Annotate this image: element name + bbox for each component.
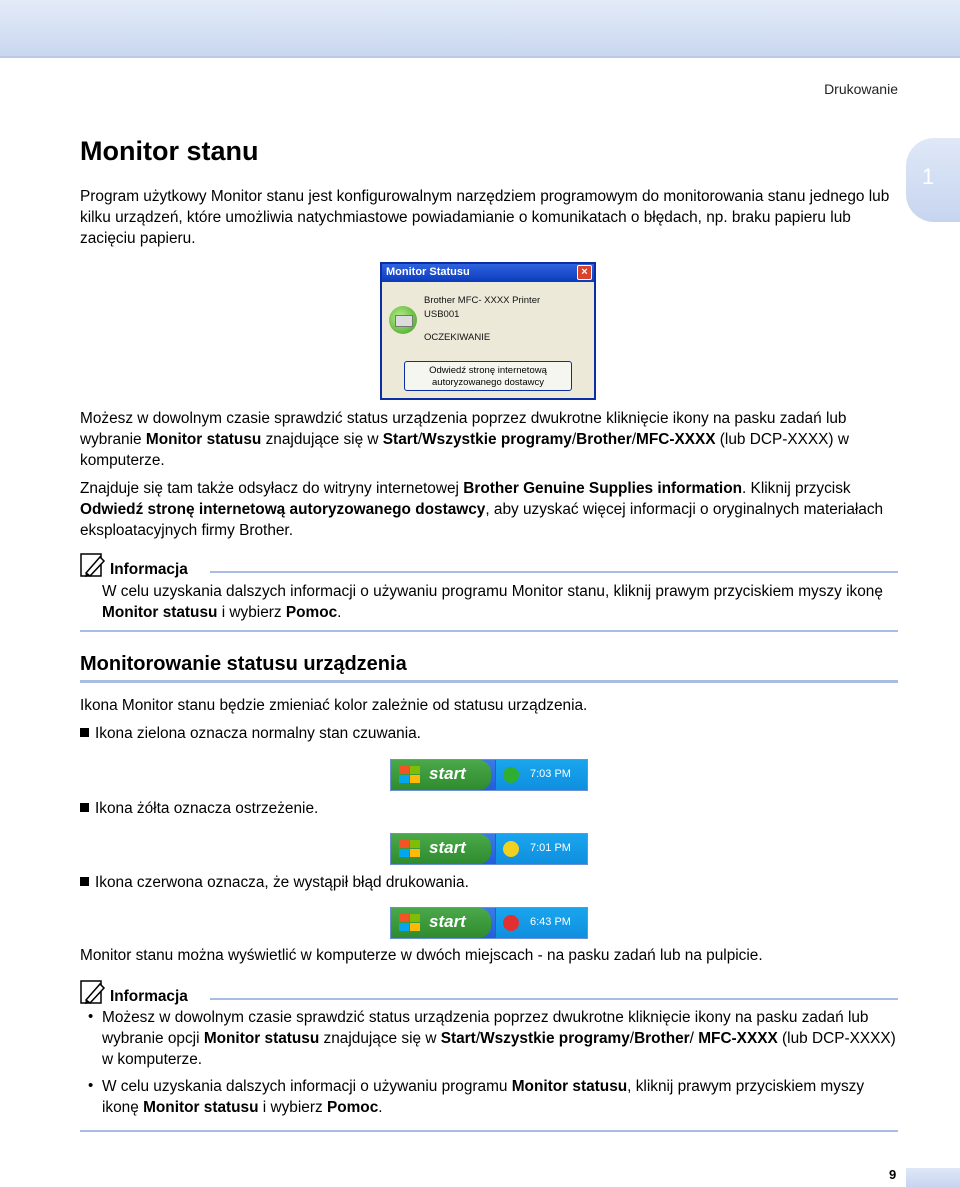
start-label: start <box>429 764 466 783</box>
top-header-band <box>0 0 960 58</box>
intro-paragraph: Program użytkowy Monitor stanu jest konfigurowalnym narzędziem programowym do monitorowania stanu jednego lub kilku urządzeń, które umożliwia natychmiastowe powiadamianie o komunikatach o błędach, np. braku papieru lub zacięciu papieru. <box>80 188 890 247</box>
status-monitor-red-icon[interactable] <box>503 915 519 931</box>
visit-dealer-button[interactable] <box>404 361 572 391</box>
taskbar-red <box>390 907 588 939</box>
chapter-number: 1 <box>922 164 935 189</box>
running-header: Drukowanie <box>824 81 898 97</box>
system-tray <box>495 760 587 790</box>
page-number: 9 <box>889 1167 897 1182</box>
start-label: start <box>429 912 466 931</box>
bullet-square <box>80 728 89 737</box>
close-icon[interactable]: × <box>577 265 592 280</box>
pencil-note-icon <box>80 980 106 1006</box>
windows-flag-icon <box>399 840 421 858</box>
visit-dealer-line1: Odwiedź stronę internetową <box>429 365 547 376</box>
paragraph-check-status: Możesz w dowolnym czasie sprawdzić status urządzenia poprzez dwukrotne kliknięcie ikony na pasku zadań lub wybranie Monitor statusu znajdujące się w Start/Wszystkie programy/Brother/MFC-XXXX (lub DCP-XXXX) w komputerze. <box>80 410 849 469</box>
section-title-rule <box>80 680 898 683</box>
note-rule <box>210 998 898 1000</box>
paragraph-supplies-link: Znajduje się tam także odsyłacz do witryny internetowej Brother Genuine Supplies information. Kliknij przycisk Odwiedź stronę internetową autoryzowanego dostawcy, aby uzyskać więcej informacji o oryginalnych materiałach eksploatacyjnych firmy Brother. <box>80 480 884 539</box>
page-title: Monitor stanu <box>80 136 259 166</box>
status-monitor-yellow-icon[interactable] <box>503 841 519 857</box>
system-tray <box>495 908 587 938</box>
visit-dealer-line2: autoryzowanego dostawcy <box>432 377 544 388</box>
note2-bullet1: Możesz w dowolnym czasie sprawdzić status urządzenia poprzez dwukrotne kliknięcie ikony na pasku zadań lub wybranie opcji Monitor statusu znajdujące się w Start/Wszystkie programy/Brother/ MFC-XXXX (lub DCP-XXXX) w komputerze. <box>102 1009 896 1068</box>
start-button[interactable] <box>391 834 491 864</box>
bullet-square <box>80 877 89 886</box>
dialog-status: OCZEKIWANIE <box>424 332 491 343</box>
status-monitor-green-icon[interactable] <box>503 767 519 783</box>
pencil-note-icon <box>80 553 106 579</box>
taskbar-yellow <box>390 833 588 865</box>
section-outro: Monitor stanu można wyświetlić w komputerze w dwóch miejscach - na pasku zadań lub na pulpicie. <box>80 947 763 964</box>
note2-bullet2: W celu uzyskania dalszych informacji o używaniu programu Monitor statusu, kliknij prawym przyciskiem myszy ikonę Monitor statusu i wybierz Pomoc. <box>102 1078 865 1116</box>
note-label: Informacja <box>110 988 188 1005</box>
dialog-titlebar <box>382 264 594 282</box>
dialog-printer-name: Brother MFC- XXXX Printer <box>424 295 541 306</box>
chapter-tab <box>906 138 960 222</box>
start-button[interactable] <box>391 908 491 938</box>
section-intro: Ikona Monitor stanu będzie zmieniać kolor zależnie od statusu urządzenia. <box>80 697 588 714</box>
bullet-square <box>80 803 89 812</box>
note2-bottom-rule <box>80 1130 898 1132</box>
note-label: Informacja <box>110 561 188 578</box>
status-item-green: Ikona zielona oznacza normalny stan czuwania. <box>80 723 900 744</box>
status-item-yellow: Ikona żółta oznacza ostrzeżenie. <box>80 798 900 819</box>
status-monitor-dialog <box>380 262 596 400</box>
note1-text: W celu uzyskania dalszych informacji o używaniu programu Monitor stanu, kliknij prawym przyciskiem myszy ikonę Monitor statusu i wybierz Pomoc. <box>102 583 883 621</box>
note1-bottom-rule <box>80 630 898 632</box>
tray-clock: 6:43 PM <box>530 916 571 928</box>
note-rule <box>210 571 898 573</box>
note-heading-1 <box>80 557 900 581</box>
windows-flag-icon <box>399 766 421 784</box>
tray-clock: 7:03 PM <box>530 768 571 780</box>
printer-status-icon <box>389 306 417 334</box>
start-label: start <box>429 838 466 857</box>
section-title: Monitorowanie statusu urządzenia <box>80 653 407 675</box>
note-heading-2 <box>80 984 900 1008</box>
taskbar-green <box>390 759 588 791</box>
tray-clock: 7:01 PM <box>530 842 571 854</box>
bullet-dot: • <box>88 1077 94 1094</box>
status-item-red: Ikona czerwona oznacza, że wystąpił błąd drukowania. <box>80 872 900 893</box>
start-button[interactable] <box>391 760 491 790</box>
dialog-port: USB001 <box>424 309 460 320</box>
dialog-title: Monitor Statusu <box>386 266 470 278</box>
page-number-tab <box>906 1168 960 1187</box>
bullet-dot: • <box>88 1008 94 1025</box>
system-tray <box>495 834 587 864</box>
windows-flag-icon <box>399 914 421 932</box>
